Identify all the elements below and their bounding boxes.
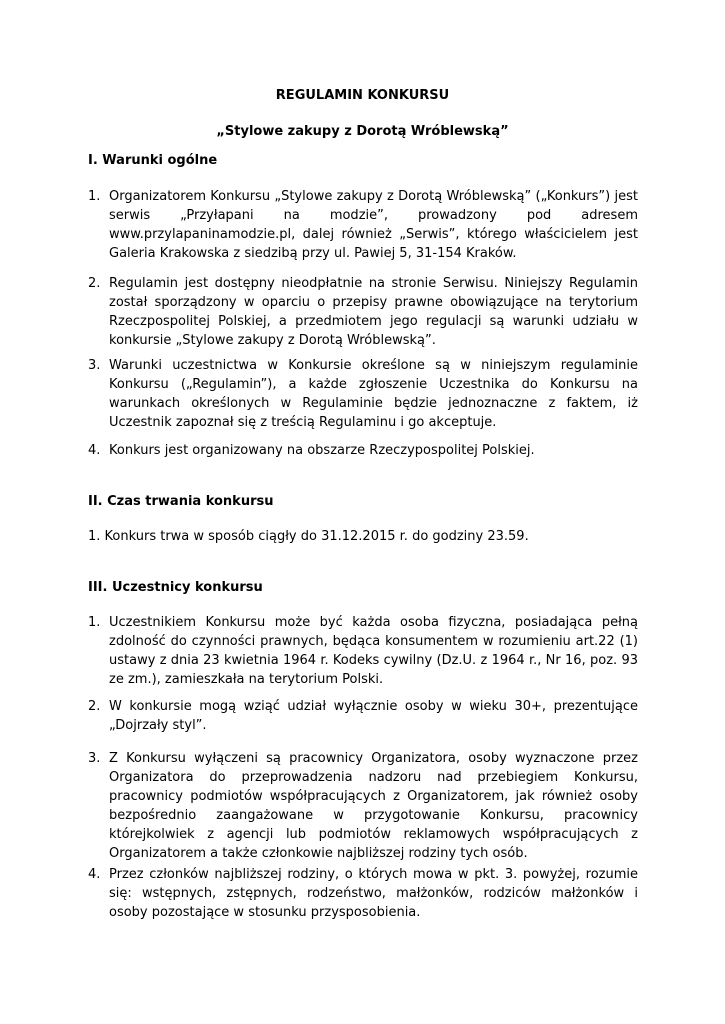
document-subtitle: „Stylowe zakupy z Dorotą Wróblewską”: [216, 124, 509, 139]
list-item: [88, 865, 638, 922]
list-item: [88, 749, 638, 863]
list-item: [88, 613, 638, 689]
item-text: Konkurs jest organizowany na obszarze Rzeczypospolitej Polskiej.: [109, 443, 535, 458]
item-number: 1.: [88, 615, 101, 630]
item-number: 3.: [88, 358, 101, 373]
item-text: Warunki uczestnictwa w Konkursie określone są w niniejszym regulaminie Konkursu („Regulamin”), a każde zgłoszenie Uczestnika do Konkursu na warunkach określonych w Regulaminie będzie jednoznaczne z faktem, iż Uczestnik zapoznał się z treścią Regulaminu i go akceptuje.: [109, 358, 638, 430]
item-text: Regulamin jest dostępny nieodpłatnie na stronie Serwisu. Niniejszy Regulamin został sporządzony w oparciu o przepisy prawne obowiązujące na terytorium Rzeczpospolitej Polskiej, a przedmiotem jego regulacji są warunki udziału w konkursie „Stylowe zakupy z Dorotą Wróblewską”.: [109, 276, 638, 348]
document-title: REGULAMIN KONKURSU: [275, 88, 450, 103]
item-text: Uczestnikiem Konkursu może być każda osoba fizyczna, posiadająca pełną zdolność do czynności prawnych, będąca konsumentem w rozumieniu art.22 (1) ustawy z dnia 23 kwietnia 1964 r. Kodeks cywilny (Dz.U. z 1964 r., Nr 16, poz. 93 ze zm.), zamieszkała na terytorium Polski.: [109, 615, 638, 687]
section-heading: II. Czas trwania konkursu: [88, 494, 274, 509]
list-item: [88, 356, 638, 432]
section-heading: I. Warunki ogólne: [88, 153, 218, 168]
item-text: Organizatorem Konkursu „Stylowe zakupy z Dorotą Wróblewską” („Konkurs”) jest serwis „Przyłapani na modzie”, prowadzony pod adresem www.przylapaninamodzie.pl, dalej również „Serwis”, którego właścicielem jest Galeria Krakowska z siedzibą przy ul. Pawiej 5, 31-154 Kraków.: [109, 189, 638, 261]
section-heading: III. Uczestnicy konkursu: [88, 580, 263, 595]
item-number: 4.: [88, 867, 101, 882]
section-text: 1. Konkurs trwa w sposób ciągły do 31.12.2015 r. do godziny 23.59.: [88, 529, 529, 544]
item-number: 2.: [88, 699, 101, 714]
item-number: 2.: [88, 276, 101, 291]
list-item: [88, 274, 638, 350]
list-item: [88, 697, 638, 735]
list-item: [88, 441, 638, 460]
item-text: Przez członków najbliższej rodziny, o których mowa w pkt. 3. powyżej, rozumie się: wstępnych, zstępnych, rodzeństwo, małżonków, rodziców małżonków i osoby pozostające w stosunku przysposobienia.: [109, 867, 638, 920]
item-number: 3.: [88, 751, 101, 766]
item-number: 4.: [88, 443, 101, 458]
item-text: W konkursie mogą wziąć udział wyłącznie osoby w wieku 30+, prezentujące „Dojrzały styl”.: [109, 699, 638, 733]
list-item: [88, 187, 638, 263]
item-text: Z Konkursu wyłączeni są pracownicy Organizatora, osoby wyznaczone przez Organizatora do przeprowadzenia nadzoru nad przebiegiem Konkursu, pracownicy podmiotów współpracujących z Organizatorem, jak również osoby bezpośrednio zaangażowane w przygotowanie Konkursu, pracownicy którejkolwiek z agencji lub podmiotów reklamowych współpracujących z Organizatorem a także członkowie najbliższej rodziny tych osób.: [109, 751, 638, 861]
item-number: 1.: [88, 189, 101, 204]
